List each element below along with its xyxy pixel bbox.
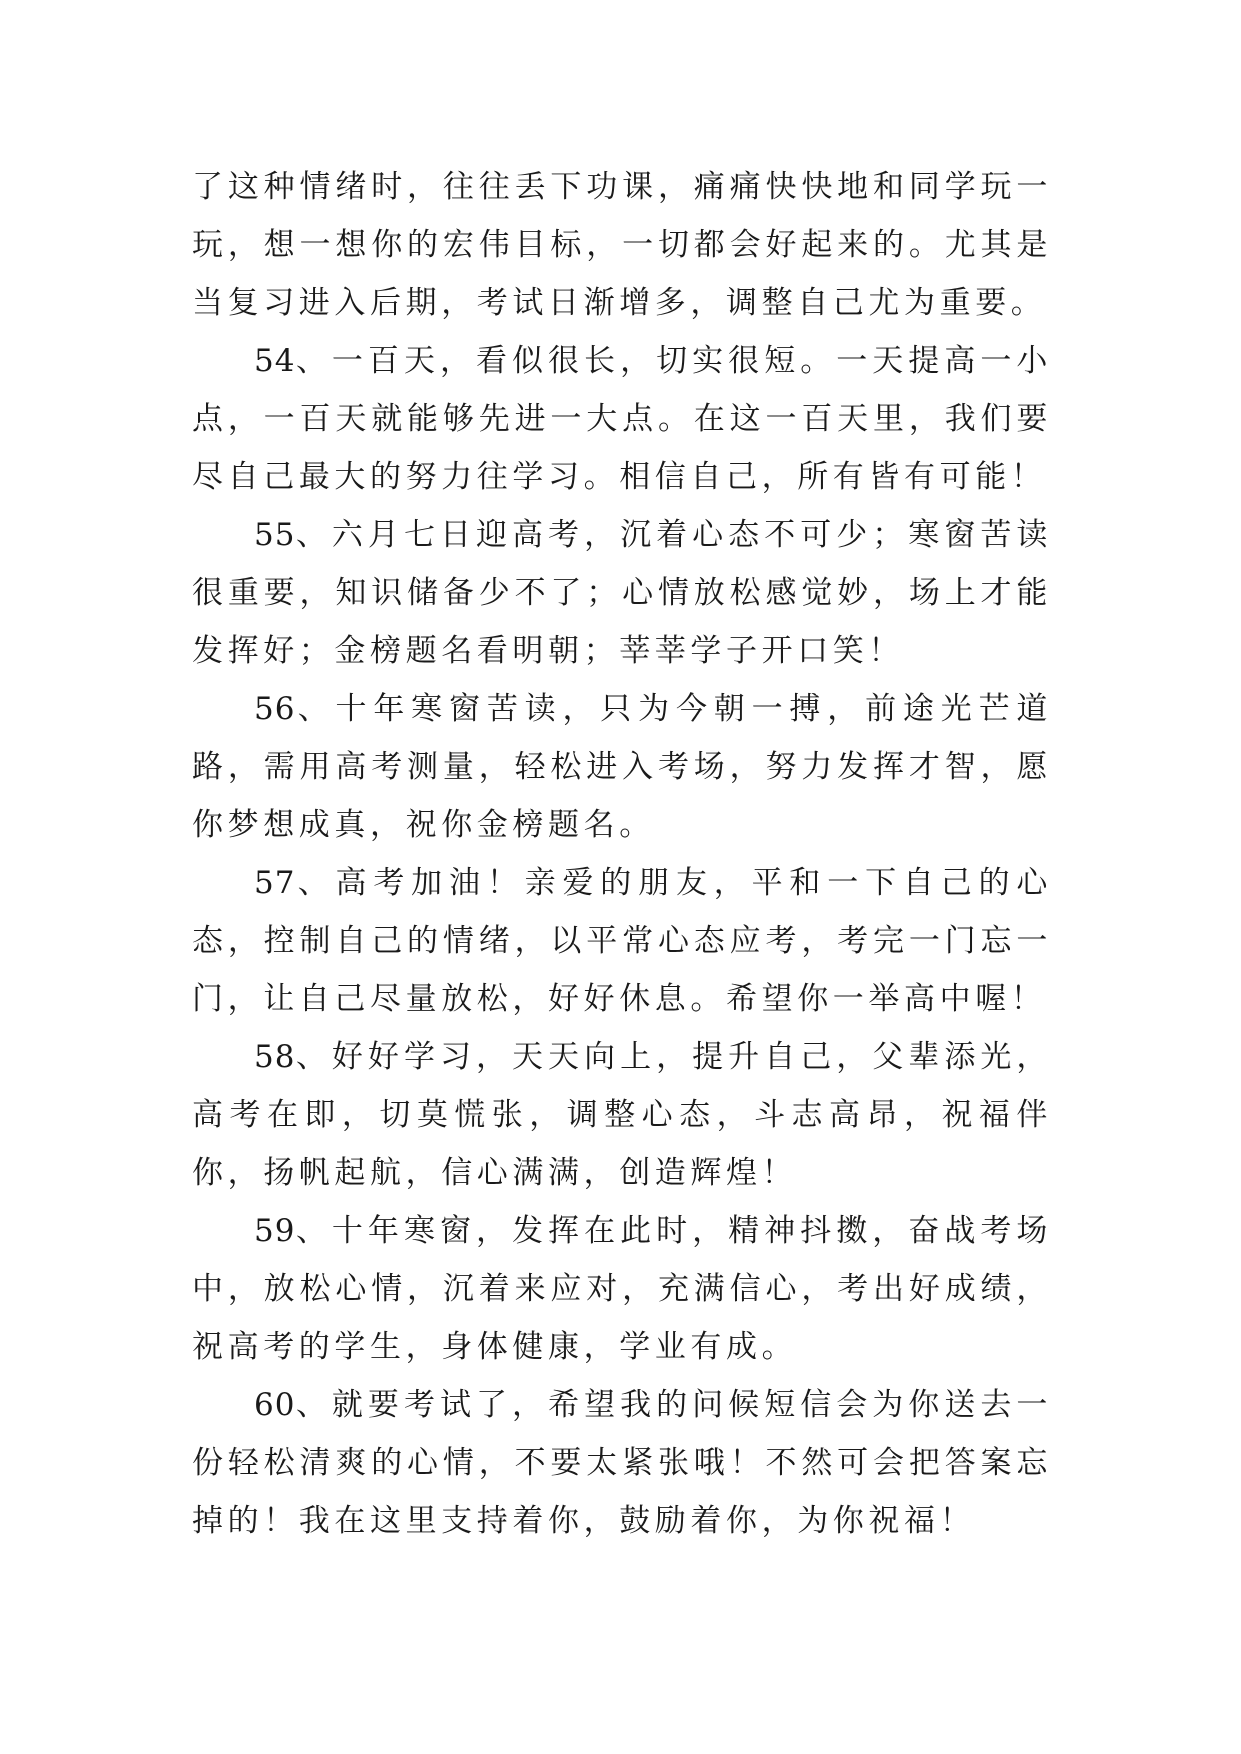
paragraph-59 [192,1202,1052,1376]
paragraph-number: 59 [254,1213,296,1249]
paragraph-text: 、六月七日迎高考，沉着心态不可少；寒窗苦读很重要，知识储备少不了；心情放松感觉妙，场上才能发挥好；金榜题名看明朝；莘莘学子开口笑！ [192,517,1052,669]
paragraph-58 [192,1028,1052,1202]
paragraph-number: 56 [254,691,296,727]
paragraph-text: 、一百天，看似很长，切实很短。一天提高一小点，一百天就能够先进一大点。在这一百天里，我们要尽自己最大的努力往学习。相信自己，所有皆有可能！ [192,343,1052,495]
paragraph-continuation: 了这种情绪时，往往丢下功课，痛痛快快地和同学玩一玩，想一想你的宏伟目标，一切都会好起来的。尤其是当复习进入后期，考试日渐增多，调整自己尤为重要。 [192,169,1052,321]
paragraph-57 [192,854,1052,1028]
paragraph-text: 、十年寒窗，发挥在此时，精神抖擞，奋战考场中，放松心情，沉着来应对，充满信心，考出好成绩，祝高考的学生，身体健康，学业有成。 [192,1213,1052,1365]
paragraph-number: 58 [254,1039,296,1075]
paragraph-text: 、高考加油！亲爱的朋友，平和一下自己的心态，控制自己的情绪，以平常心态应考，考完一门忘一门，让自己尽量放松，好好休息。希望你一举高中喔！ [192,865,1052,1017]
paragraph-text: 、十年寒窗苦读，只为今朝一搏，前途光芒道路，需用高考测量，轻松进入考场，努力发挥才智，愿你梦想成真，祝你金榜题名。 [192,691,1052,843]
paragraph-56 [192,680,1052,854]
paragraph-number: 60 [254,1387,296,1423]
paragraph-60 [192,1376,1052,1550]
paragraph-number: 54 [254,343,296,379]
paragraph-text: 、好好学习，天天向上，提升自己，父辈添光，高考在即，切莫慌张，调整心态，斗志高昂，祝福伴你，扬帆起航，信心满满，创造辉煌！ [192,1039,1052,1191]
paragraph-number: 55 [254,517,296,553]
paragraph-54 [192,332,1052,506]
paragraph-number: 57 [254,865,296,901]
paragraph-55 [192,506,1052,680]
document-body [192,158,1052,1550]
paragraph-text: 、就要考试了，希望我的问候短信会为你送去一份轻松清爽的心情，不要太紧张哦！不然可会把答案忘掉的！我在这里支持着你，鼓励着你，为你祝福！ [192,1387,1052,1539]
